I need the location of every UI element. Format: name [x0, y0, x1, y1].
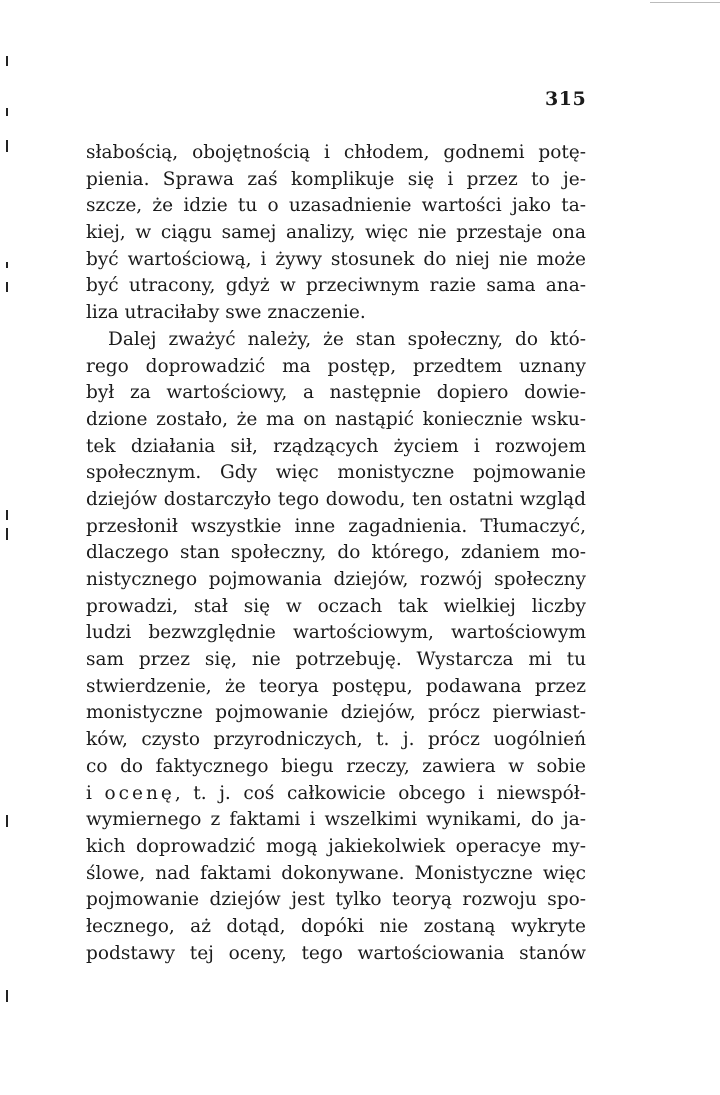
text-line: tek działania sił, rządzących życiem i rozwojem — [86, 435, 586, 457]
text-line: był za wartościowy, a następnie dopiero dowie- — [86, 382, 586, 404]
text-fragment: i — [86, 782, 105, 804]
scan-speck — [6, 990, 8, 1002]
scan-speck — [6, 262, 8, 268]
text-line: dzione zostało, że ma on nastąpić koniecznie wsku- — [86, 408, 586, 430]
scan-speck — [6, 108, 8, 116]
scan-speck — [6, 140, 8, 152]
scan-edge-line — [650, 2, 720, 3]
text-line: sam przez się, nie potrzebuję. Wystarcza mi tu — [86, 649, 586, 671]
text-line: być wartościową, i żywy stosunek do niej nie może — [86, 248, 586, 270]
text-line: łecznego, aż dotąd, dopóki nie zostaną wykryte — [86, 915, 586, 937]
text-line: słabością, obojętnością i chłodem, godnemi potę- — [86, 142, 586, 163]
body-text — [86, 140, 586, 967]
scan-speck — [6, 56, 8, 66]
text-line: wymiernego z faktami i wszelkimi wynikami, do ja- — [86, 809, 586, 831]
text-line: społecznym. Gdy więc monistyczne pojmowanie — [86, 462, 586, 484]
text-line: stwierdzenie, że teorya postępu, podawana przez — [86, 675, 586, 697]
text-fragment: , t. j. coś całkowicie obcego i niewspół- — [174, 782, 586, 804]
text-line: pojmowanie dziejów jest tylko teoryą rozwoju spo- — [86, 889, 586, 911]
text-line: monistyczne pojmowanie dziejów, prócz pierwiast- — [86, 702, 586, 724]
text-line: nistycznego pojmowania dziejów, rozwój społeczny — [86, 569, 586, 590]
text-line: ludzi bezwzględnie wartościowym, wartościowym — [86, 622, 586, 644]
scan-speck — [6, 282, 8, 292]
text-line: dlaczego stan społeczny, do którego, zdaniem mo- — [86, 542, 586, 564]
text-line: szcze, że idzie tu o uzasadnienie wartości jako ta- — [86, 195, 586, 217]
emphasized-word: ocenę — [104, 782, 175, 804]
text-line: pienia. Sprawa zaś komplikuje się i przez to je- — [86, 168, 586, 190]
text-line: liza utraciłaby swe znaczenie. — [86, 302, 366, 324]
text-line: dziejów dostarczyło tego dowodu, ten ostatni wzgląd — [86, 488, 586, 510]
scan-speck — [6, 815, 8, 827]
text-line: rego doprowadzić ma postęp, przedtem uznany — [86, 355, 586, 377]
text-line: prowadzi, stał się w oczach tak wielkiej liczby — [86, 595, 586, 617]
text-line: kich doprowadzić mogą jakiekolwiek operacye my- — [86, 835, 586, 857]
text-line: ślowe, nad faktami dokonywane. Monistyczne więc — [86, 862, 586, 884]
text-line: przesłonił wszystkie inne zagadnienia. Tłumaczyć, — [86, 515, 586, 537]
text-line: co do faktycznego biegu rzeczy, zawiera w sobie — [86, 755, 586, 777]
text-line: Dalej zważyć należy, że stan społeczny, do któ- — [108, 328, 586, 350]
text-line: być utracony, gdyż w przeciwnym razie sama ana- — [86, 275, 586, 297]
scan-speck — [6, 510, 8, 520]
scan-speck — [6, 528, 8, 540]
text-line: kiej, w ciągu samej analizy, więc nie przestaje ona — [86, 222, 586, 244]
text-line: podstawy tej oceny, tego wartościowania stanów — [86, 942, 586, 964]
page-number: 315 — [545, 88, 587, 110]
text-line — [86, 781, 586, 808]
text-line: ków, czysto przyrodniczych, t. j. prócz uogólnień — [86, 729, 586, 751]
